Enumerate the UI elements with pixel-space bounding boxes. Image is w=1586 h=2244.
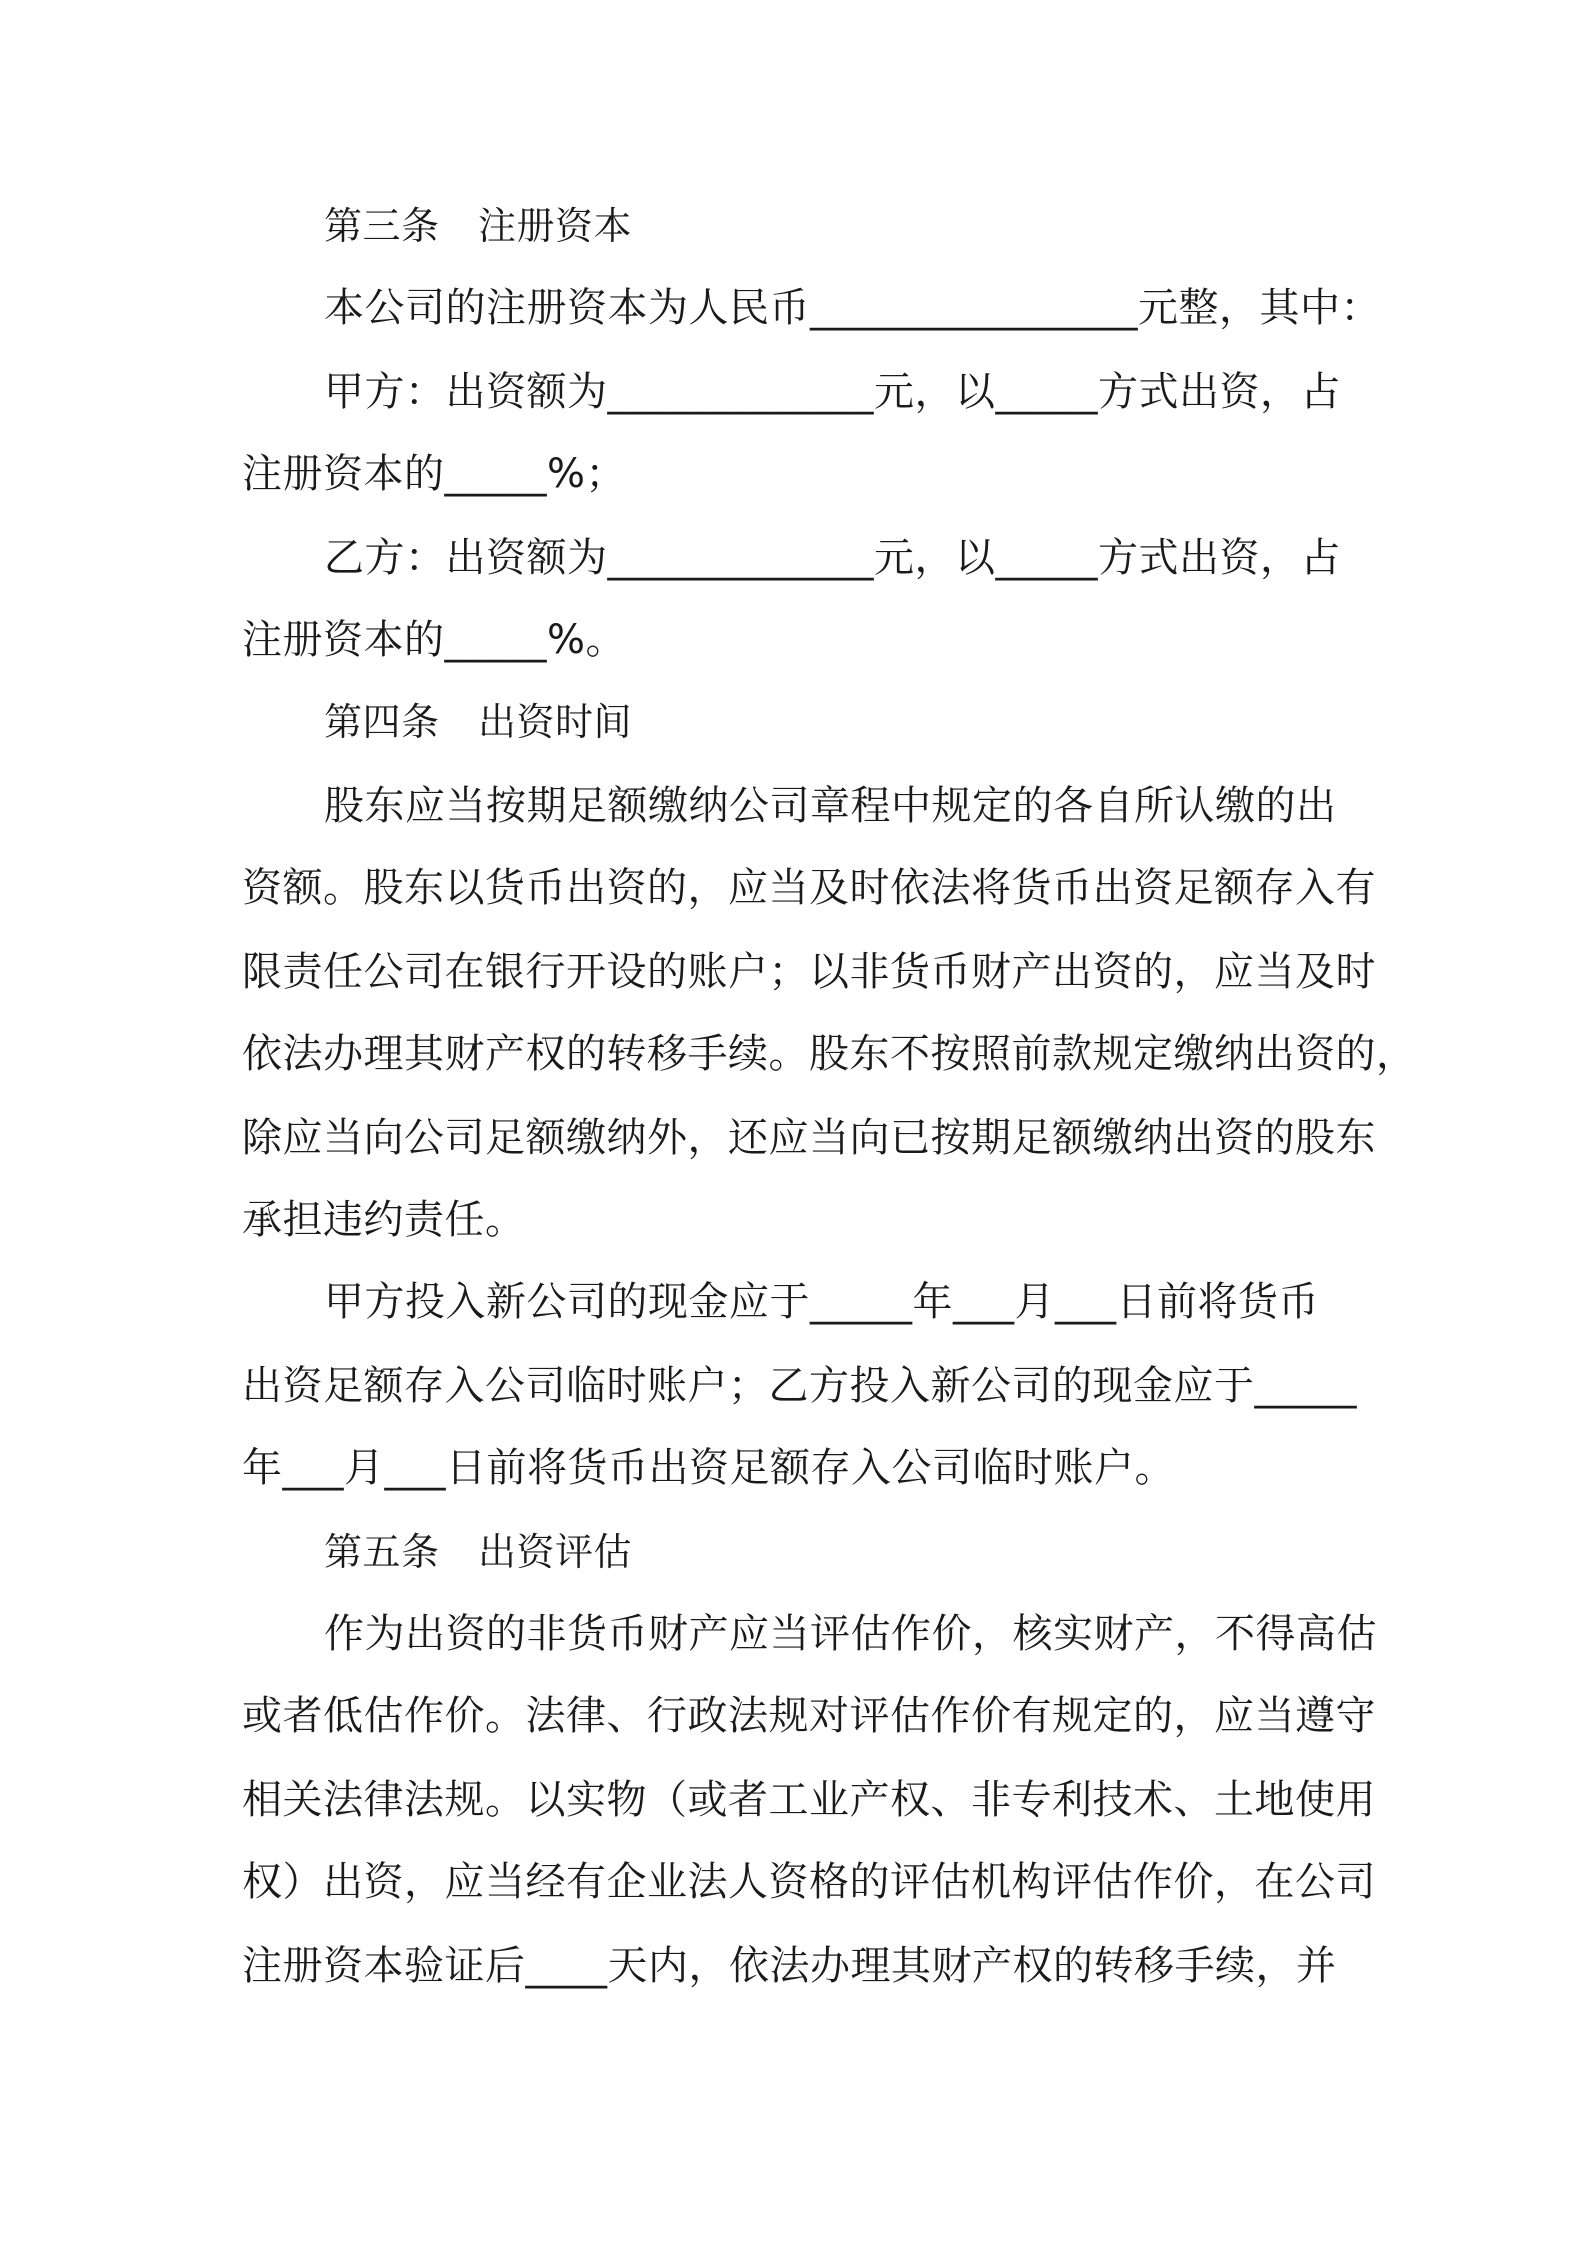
article-4-para1-line-2: 资额。股东以货币出资的，应当及时依法将货币出资足额存入有 bbox=[242, 865, 1376, 911]
article-5-line-5: 注册资本验证后____天内，依法办理其财产权的转移手续，并 bbox=[242, 1943, 1337, 1989]
article-5-line-3: 相关法律法规。以实物（或者工业产权、非专利技术、土地使用 bbox=[242, 1777, 1376, 1823]
article-3-line-2: 甲方：出资额为_____________元，以_____方式出资，占 bbox=[324, 369, 1341, 415]
article-4-para1-line-1: 股东应当按期足额缴纳公司章程中规定的各自所认缴的出 bbox=[324, 783, 1337, 829]
article-4-para2-line-1: 甲方投入新公司的现金应于_____年___月___日前将货币 bbox=[324, 1279, 1319, 1325]
article-4-heading: 第四条 出资时间 bbox=[324, 700, 633, 744]
article-5-line-1: 作为出资的非货币财产应当评估作价，核实财产，不得高估 bbox=[324, 1611, 1377, 1657]
article-3-line-1: 本公司的注册资本为人民币________________元整，其中： bbox=[324, 285, 1381, 331]
article-4-para2-line-2: 出资足额存入公司临时账户；乙方投入新公司的现金应于_____ bbox=[242, 1363, 1357, 1409]
article-4-para1-line-3: 限责任公司在银行开设的账户；以非货币财产出资的，应当及时 bbox=[242, 949, 1376, 995]
article-4-para1-line-6: 承担违约责任。 bbox=[242, 1197, 526, 1243]
article-4-para1-line-5: 除应当向公司足额缴纳外，还应当向已按期足额缴纳出资的股东 bbox=[242, 1115, 1376, 1161]
article-3-heading: 第三条 注册资本 bbox=[324, 204, 633, 248]
article-5-line-4: 权）出资，应当经有企业法人资格的评估机构评估作价，在公司 bbox=[242, 1859, 1376, 1905]
article-5-line-2: 或者低估作价。法律、行政法规对评估作价有规定的，应当遵守 bbox=[242, 1693, 1376, 1739]
article-5-heading: 第五条 出资评估 bbox=[324, 1530, 633, 1574]
article-4-para2-line-3: 年___月___日前将货币出资足额存入公司临时账户。 bbox=[242, 1445, 1175, 1491]
article-3-line-3: 注册资本的_____%； bbox=[242, 451, 627, 497]
article-3-line-4: 乙方：出资额为_____________元，以_____方式出资，占 bbox=[324, 535, 1341, 581]
article-3-line-5: 注册资本的_____%。 bbox=[242, 617, 627, 663]
article-4-para1-line-4: 依法办理其财产权的转移手续。股东不按照前款规定缴纳出资的， bbox=[242, 1031, 1417, 1077]
